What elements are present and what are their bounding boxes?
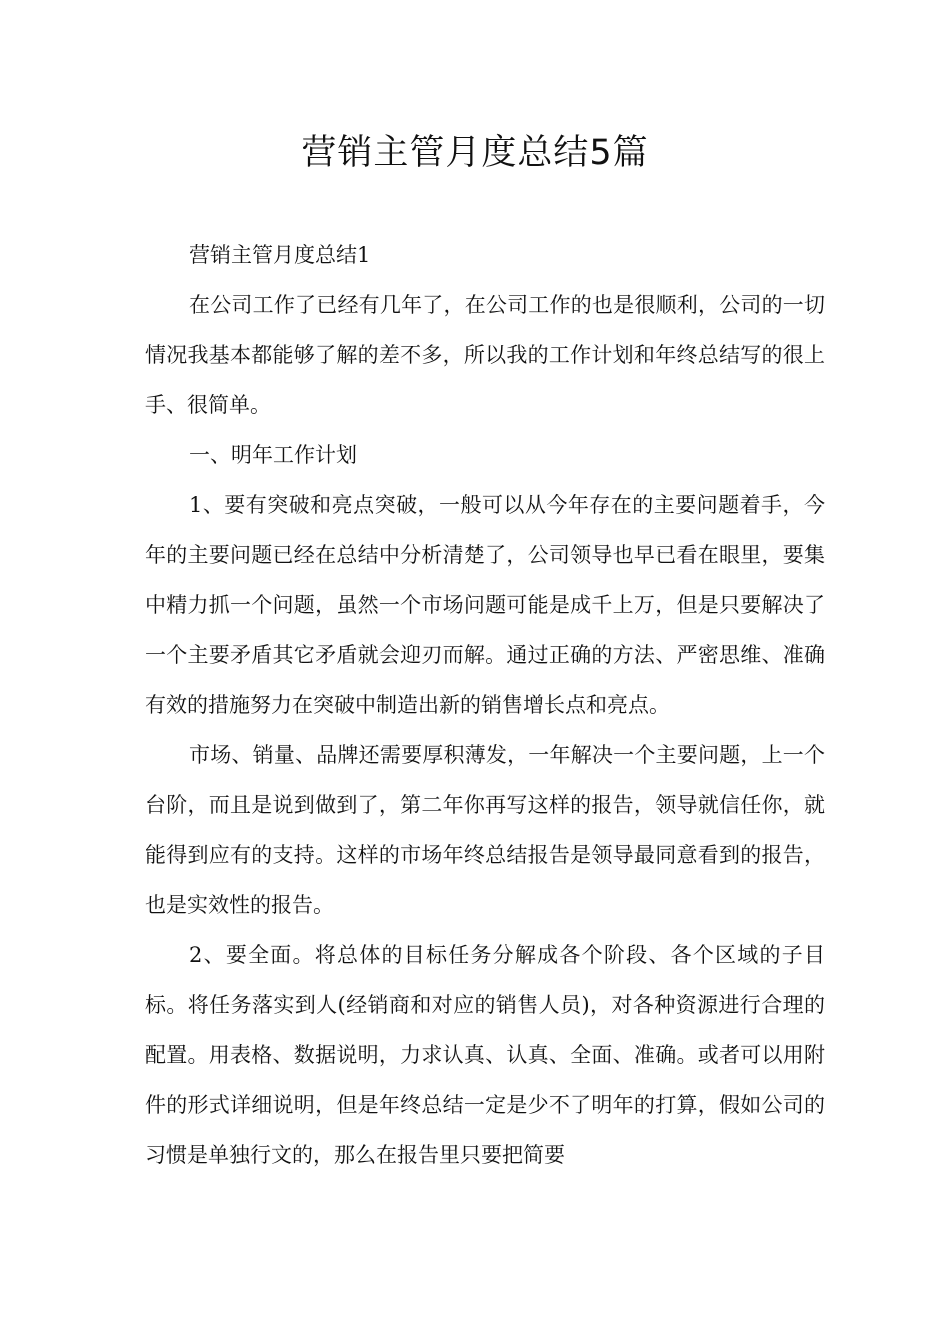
section-heading: 营销主管月度总结1 <box>189 243 371 267</box>
body-paragraph: 2、要全面。将总体的目标任务分解成各个阶段、各个区域的子目标。将任务落实到人(经销商和对应的销售人员)，对各种资源进行合理的配置。用表格、数据说明，力求认真、认真、全面、准确。或者可以用附件的形式详细说明，但是年终总结一定是少不了明年的打算，假如公司的习惯是单独行文的，那么在报告里只要把简要 <box>145 943 825 1167</box>
subsection-heading: 一、明年工作计划 <box>189 443 357 467</box>
document-title: 营销主管月度总结5篇 <box>301 133 649 173</box>
body-paragraph: 市场、销量、品牌还需要厚积薄发，一年解决一个主要问题，上一个台阶，而且是说到做到了，第二年你再写这样的报告，领导就信任你，就能得到应有的支持。这样的市场年终总结报告是领导最同意看到的报告，也是实效性的报告。 <box>145 743 825 917</box>
body-paragraph: 1、要有突破和亮点突破，一般可以从今年存在的主要问题着手，今年的主要问题已经在总结中分析清楚了，公司领导也早已看在眼里，要集中精力抓一个问题，虽然一个市场问题可能是成千上万，但是只要解决了一个主要矛盾其它矛盾就会迎刃而解。通过正确的方法、严密思维、准确有效的措施努力在突破中制造出新的销售增长点和亮点。 <box>145 493 825 717</box>
body-paragraph: 在公司工作了已经有几年了，在公司工作的也是很顺利，公司的一切情况我基本都能够了解的差不多，所以我的工作计划和年终总结写的很上手、很简单。 <box>145 293 825 417</box>
document-body <box>145 230 825 1180</box>
